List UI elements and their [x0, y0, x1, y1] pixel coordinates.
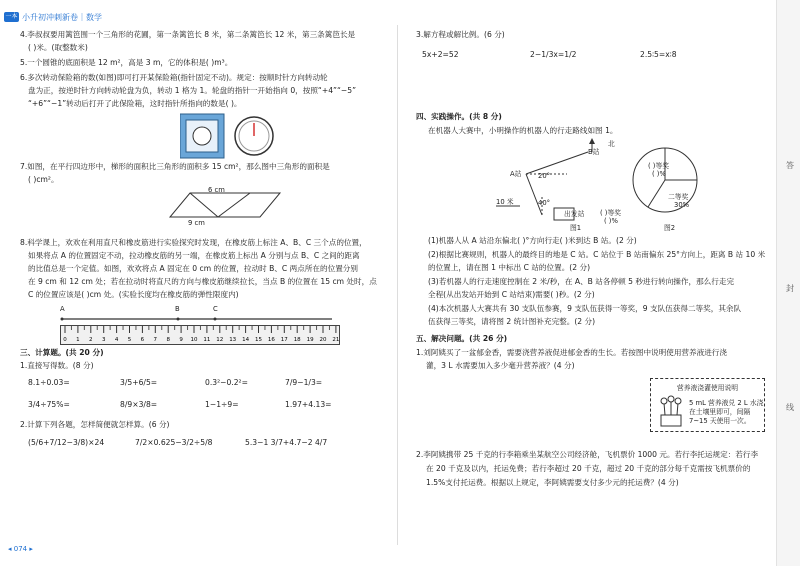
parallelogram-top-label: 6 cm: [208, 186, 225, 194]
question-8-cont2: 的比值总是一个定值。如图，欢欢将点 A 固定在 0 cm 的位置，拉动时 B、C 两点所在的位置分别: [28, 264, 358, 273]
notice-line-2: 在土壤里即可，间隔: [689, 408, 751, 416]
figure-1-caption: 图1: [570, 224, 582, 232]
calc-item: 8.1÷0.03=: [28, 378, 70, 387]
ruler-tick-label: 12: [216, 337, 224, 343]
ruler-tick-label: 10: [190, 337, 198, 343]
ruler-tick-label: 1: [76, 337, 80, 343]
tulip-pot-icon: [655, 393, 687, 427]
ruler-tick-label: 19: [306, 337, 314, 343]
ruler-tick-label: 2: [89, 337, 93, 343]
problem-2-cont2: 1.5%支付托运费。根据以上规定，李阿姨需要支付多少元的托运费？(4 分): [426, 478, 679, 487]
practice-3-cont: 全程(从出发站开始到 C 站结束)需要( )秒。(2 分): [428, 290, 595, 299]
calc-item: (5/6+7/12−3/8)×24: [28, 438, 105, 447]
question-4: 4.李叔叔要用篱笆围一个三角形的花圃，第一条篱笆长 8 米，第二条篱笆长 12 米，第三条篱笆长是: [20, 30, 356, 39]
ruler-tick-label: 8: [166, 337, 170, 343]
section-4-intro: 在机器人大赛中，小明操作的机器人的行走路线如图 1。: [428, 126, 618, 135]
calc-item: 3/4÷75%=: [28, 400, 70, 409]
calc-item: 5.3−1 3/7+4.7−2 4/7: [245, 438, 328, 447]
safe-illustration: [180, 112, 280, 160]
nutrient-instructions-box: [650, 378, 765, 432]
calc-item: 8/9×3/8=: [120, 400, 158, 409]
ruler-tick-label: 15: [255, 337, 262, 343]
column-divider: [397, 25, 398, 545]
calc-item: 7/9−1/3=: [285, 378, 323, 387]
practice-4: (4)本次机器人大赛共有 30 支队伍参赛，9 支队伍获得一等奖，9 支队伍获得二等奖，其余队: [428, 304, 742, 313]
label-start-station: 出发站: [564, 210, 585, 218]
label-b-station: B站: [588, 148, 600, 156]
binding-char: 线: [786, 403, 794, 412]
calc-item: 7/2×0.625−3/2÷5/8: [135, 438, 213, 447]
section-4-title: 四、实践操作。(共 8 分): [416, 112, 502, 121]
calc-item: 3/5+6/5=: [120, 378, 158, 387]
question-6: 6.多次转动保险箱的数(如图)即可打开某保险箱(指针固定不动)。规定：按顺时针方向转动轮: [20, 73, 328, 82]
series-logo: 一本: [5, 13, 18, 20]
notice-line-1: 5 mL 营养液兑 2 L 水浇: [689, 399, 764, 407]
ruler-tick-label: 0: [63, 337, 67, 343]
problem-2-cont: 在 20 千克及以内，托运免费；若行李超过 20 千克，超过 20 千克的部分每千克需按飞机票价的: [426, 464, 751, 473]
ruler-tick-label: 13: [229, 337, 237, 343]
award-pie-chart: [630, 145, 700, 215]
label-angle-20: 20°: [538, 172, 551, 180]
pie-label-3: ( )等奖: [600, 209, 622, 217]
practice-3: (3)若机器人的行走速度控制在 2 米/秒，在 A、B 站各停顿 5 秒进行转向操作，那么行走完: [428, 277, 735, 286]
label-a-station: A站: [510, 170, 522, 178]
label-scale: 10 米: [496, 198, 514, 206]
notice-line-3: 7~15 天使用一次。: [689, 417, 751, 425]
calc-2-title: 2.计算下列各题，怎样简便就怎样算。(6 分): [20, 420, 170, 429]
pie-label-1-pct: ( )%: [652, 170, 666, 178]
equation-3: 2.5∶5=x∶8: [640, 50, 677, 59]
ruler-tick-label: 17: [280, 337, 288, 343]
ruler-tick-label: 18: [293, 337, 301, 343]
equation-2: 2−1/3x=1/2: [530, 50, 577, 59]
ruler-tick-label: 20: [319, 337, 327, 343]
calc-item: 0.3²−0.2²=: [205, 378, 248, 387]
notice-title: 营养液浇灌使用说明: [676, 384, 739, 392]
ruler-tick-label: 14: [242, 337, 250, 343]
question-6-cont: 盘为正，按逆时针方向转动轮盘为负，转动 1 格为 1。轮盘的指针一开始指向 0，按照“+4”“−5”: [28, 86, 357, 95]
question-r3: 3.解方程或解比例。(6 分): [416, 30, 505, 39]
ruler-tick-label: 6: [140, 337, 145, 343]
label-angle-40: 40°: [538, 199, 551, 207]
practice-1: (1)机器人从 A 站沿东偏北( )°方向行走( )米到达 B 站。(2 分): [428, 236, 637, 245]
calc-item: 1−1÷9=: [205, 400, 239, 409]
practice-2: (2)根据比赛规则，机器人的最终目的地是 C 站。C 站位于 B 站南偏东 25°方向上，距离 B 站 10 米: [428, 250, 766, 259]
ruler-tick-label: 5: [127, 337, 132, 343]
question-7-cont: ( )cm²。: [28, 175, 59, 184]
calc-item: 1.97+4.13=: [285, 400, 332, 409]
ruler-tick-label: 3: [101, 337, 106, 343]
pie-label-3-pct: ( )%: [604, 217, 618, 225]
rubber-band: [60, 313, 340, 325]
pie-label-2: 二等奖: [668, 193, 689, 201]
problem-1-cont: 灌，3 L 水需要加入多少毫升营养液？(4 分): [426, 361, 575, 370]
ruler-label-a: A: [60, 305, 65, 313]
question-8-cont: 如果将点 A 的位置固定不动，拉动橡皮筋的另一端，在橡皮筋上标出 A 分别与点 B、C 之间的距离: [28, 251, 360, 260]
binding-char: 答: [786, 161, 794, 170]
ruler-label-b: B: [175, 305, 180, 313]
page-header-title: 小升初冲刺新卷｜数学: [22, 13, 102, 22]
question-8-cont4: C 的位置应该是( )cm 处。(实验长度均在橡皮筋的弹性限度内): [28, 290, 239, 299]
practice-2-cont: 的位置上，请在图 1 中标出 C 站的位置。(2 分): [428, 263, 591, 272]
parallelogram-bottom-label: 9 cm: [188, 219, 205, 227]
page-number: ◂ 074 ▸: [8, 545, 33, 553]
equation-1: 5x+2=52: [422, 50, 459, 59]
binding-char: 封: [786, 284, 794, 293]
question-7: 7.如图，在平行四边形中，梯形的面积比三角形的面积多 15 cm²，那么图中三角形的面积是: [20, 162, 330, 171]
ruler-tick-label: 11: [203, 337, 211, 343]
practice-4-cont: 伍获得三等奖，请将图 2 统计图补充完整。(2 分): [428, 317, 596, 326]
ruler: [60, 325, 340, 345]
ruler-tick-label: 21: [332, 337, 339, 343]
question-8-cont3: 在 9 cm 和 12 cm 处；若在拉动时将直尺的方向与橡皮筋继续拉长，当点 B 的位置在 15 cm 处时，点: [28, 277, 377, 286]
section-3-title: 三、计算题。(共 20 分): [20, 348, 104, 357]
figure-2-caption: 图2: [664, 224, 676, 232]
label-north: 北: [608, 140, 615, 148]
ruler-tick-label: 7: [153, 337, 158, 343]
page-number-value: 074: [13, 545, 28, 553]
calc-1-title: 1.直接写得数。(8 分): [20, 361, 94, 370]
ruler-tick-label: 4: [114, 337, 119, 343]
pie-label-2-pct: 30%: [674, 201, 690, 209]
ruler-tick-label: 16: [267, 337, 275, 343]
ruler-label-c: C: [213, 305, 218, 313]
problem-1: 1.刘阿姨买了一盆郁金香，需要浇营养液促进郁金香的生长。若按图中说明使用营养液进行浇: [416, 348, 727, 357]
question-5: 5.一个圆锥的底面积是 12 m²，高是 3 m，它的体积是( )m³。: [20, 58, 233, 67]
question-4-cont: ( )米。(取整数米): [28, 43, 88, 52]
parallelogram-figure: [168, 185, 288, 227]
section-5-title: 五、解决问题。(共 26 分): [416, 334, 508, 343]
question-6-cont2: “+6”“−1”转动后打开了此保险箱，这时指针所指向的数是( )。: [28, 99, 242, 108]
ruler-tick-label: 9: [179, 337, 183, 343]
question-8: 8.科学课上，欢欢在利用直尺和橡皮筋进行实验探究时发现，在橡皮筋上标注 A、B、C 三个点的位置，: [20, 238, 367, 247]
pie-label-1: ( )等奖: [648, 162, 670, 170]
problem-2: 2.李阿姨携带 25 千克的行李箱乘坐某航空公司经济舱，飞机票价 1000 元。若行李托运规定：若行李: [416, 450, 759, 459]
